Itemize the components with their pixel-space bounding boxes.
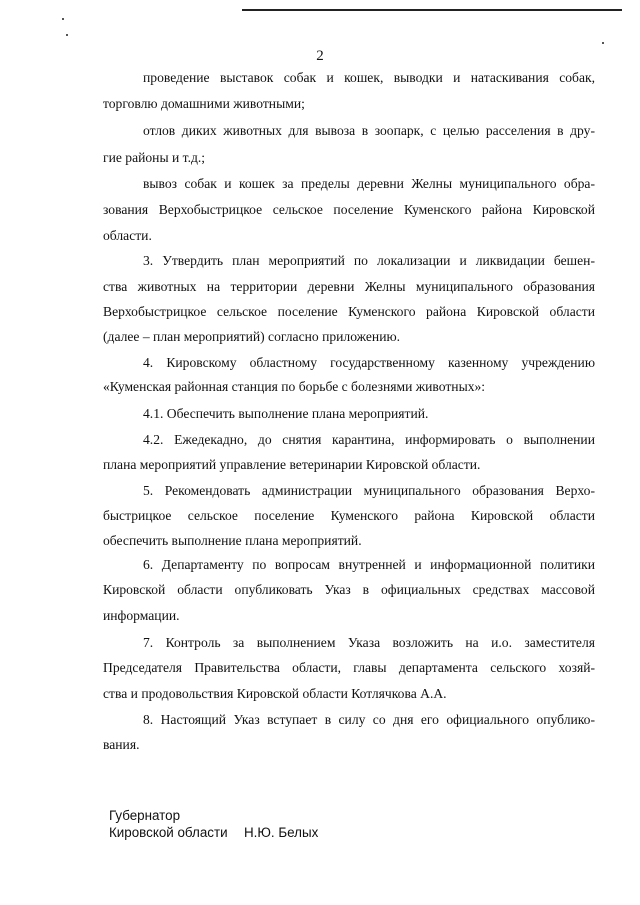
top-rule <box>242 9 622 11</box>
text-line: плана мероприятий управление ветеринарии Кировской области. <box>103 457 481 472</box>
text-line: Кировской области опубликовать Указ в официальных средствах массовой <box>103 582 595 597</box>
text-line: вывоз собак и кошек за пределы деревни Желны муниципального обра- <box>143 176 595 191</box>
text-line: Верхобыстрицкое сельское поселение Куменского района Кировской области <box>103 304 595 319</box>
scan-speck <box>66 34 68 36</box>
text-line: 4.1. Обеспечить выполнение плана мероприятий. <box>143 406 429 421</box>
text-line: (далее – план мероприятий) согласно приложению. <box>103 329 401 344</box>
text-line: зования Верхобыстрицкое сельское поселение Куменского района Кировской <box>103 202 595 217</box>
signature-name: Н.Ю. Белых <box>244 825 319 840</box>
text-line: 4.2. Ежедекадно, до снятия карантина, информировать о выполнении <box>143 432 595 447</box>
text-line: 8. Настоящий Указ вступает в силу со дня его официального опублико- <box>143 712 595 727</box>
text-line: Председателя Правительства области, главы департамента сельского хозяй- <box>103 660 595 675</box>
text-line: отлов диких животных для вывоза в зоопарк, с целью расселения в дру- <box>143 123 595 138</box>
text-line: 5. Рекомендовать администрации муниципального образования Верхо- <box>143 483 595 498</box>
signature-title: Губернатор <box>109 808 181 823</box>
text-line: ства и продовольствия Кировской области Котлячкова А.А. <box>103 686 447 701</box>
page-number: 2 <box>316 48 324 64</box>
signature-region: Кировской области <box>109 825 228 840</box>
text-line: торговлю домашними животными; <box>103 96 305 111</box>
text-line: 6. Департаменту по вопросам внутренней и информационной политики <box>143 557 595 572</box>
text-line: 7. Контроль за выполнением Указа возложить на и.о. заместителя <box>143 635 595 650</box>
text-line: 3. Утвердить план мероприятий по локализации и ликвидации бешен- <box>143 253 595 268</box>
scan-speck <box>602 42 604 44</box>
text-line: быстрицкое сельское поселение Куменского района Кировской области <box>103 508 595 523</box>
scan-speck <box>62 18 64 20</box>
text-line: проведение выставок собак и кошек, выводки и натаскивания собак, <box>143 70 595 85</box>
text-line: области. <box>103 228 152 243</box>
text-line: информации. <box>103 608 180 623</box>
text-line: «Куменская районная станция по борьбе с болезнями животных»: <box>103 379 486 394</box>
text-line: ства животных на территории деревни Желны муниципального образования <box>103 279 595 294</box>
text-line: гие районы и т.д.; <box>103 150 206 165</box>
text-line: обеспечить выполнение плана мероприятий. <box>103 533 362 548</box>
text-line: 4. Кировскому областному государственному казенному учреждению <box>143 355 595 370</box>
text-line: вания. <box>103 737 140 752</box>
